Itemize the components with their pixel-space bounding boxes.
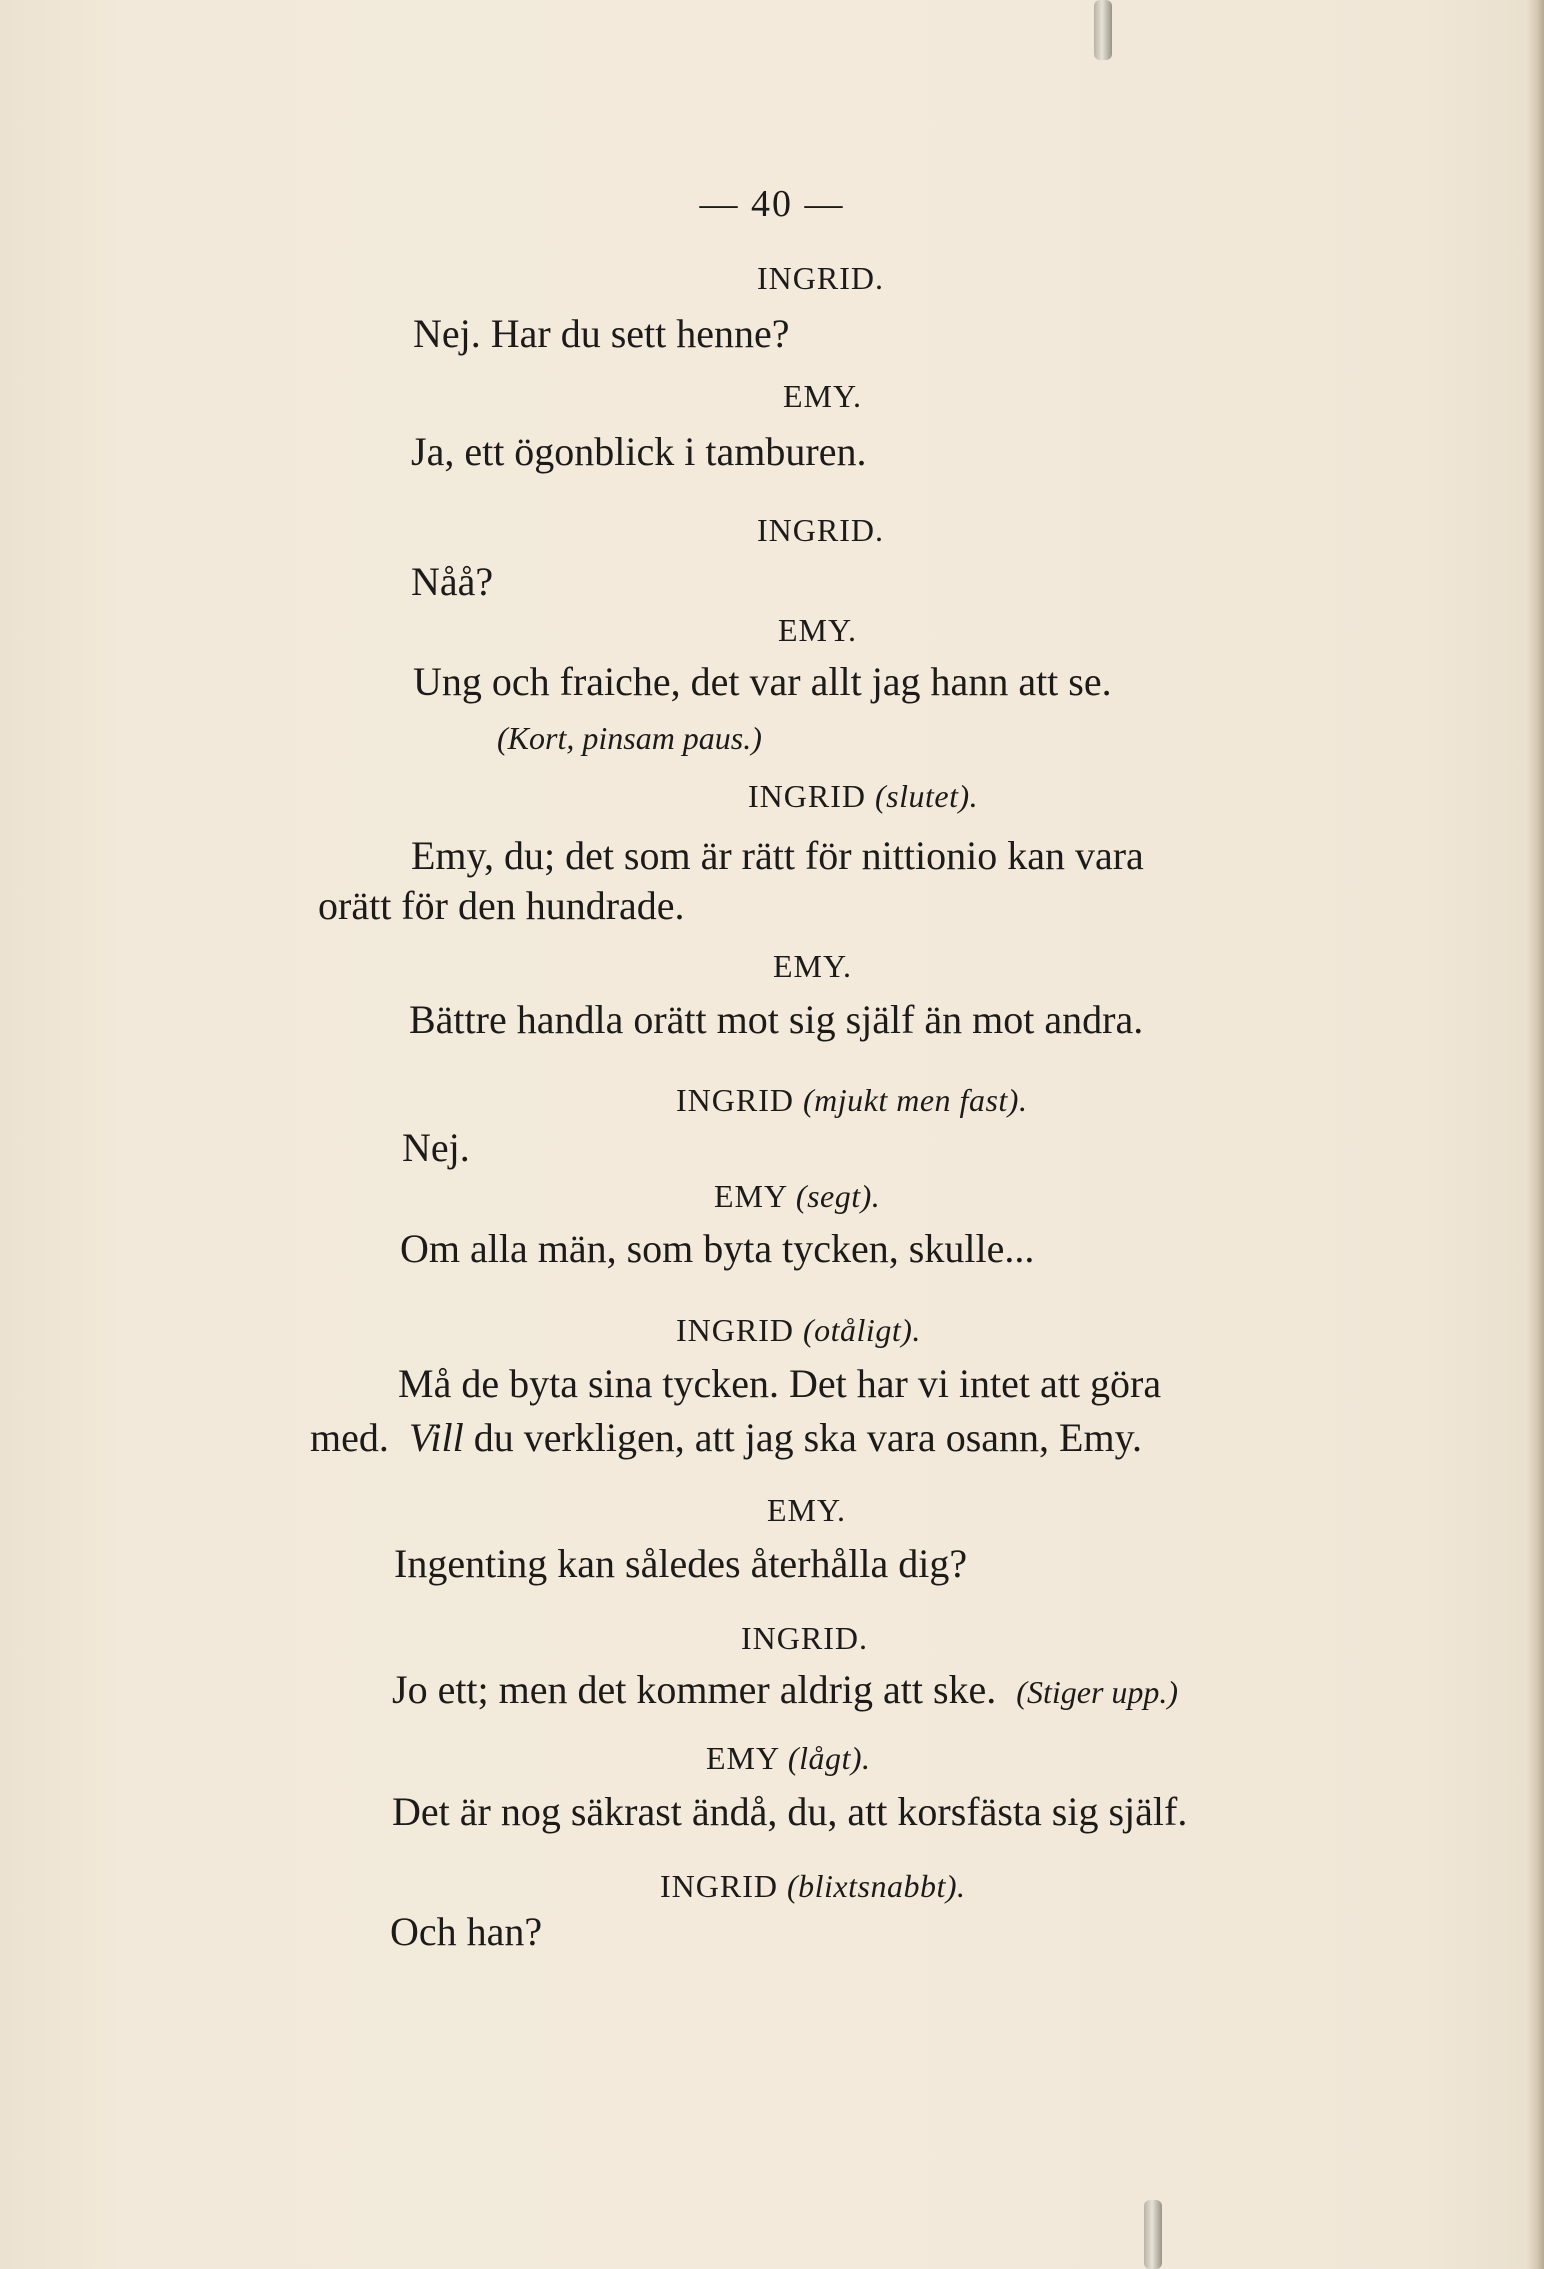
dialogue-line: orätt för den hundrade. [318,883,685,928]
speaker-emy-4: EMY (segt). [714,1178,881,1214]
dialogue-line: Nåå? [411,559,494,604]
speaker-emy-2: EMY. [778,612,857,648]
dialogue-line: Ingenting kan således återhålla dig? [394,1541,968,1586]
speaker-emy-6: EMY (lågt). [706,1740,871,1776]
speaker-direction: (mjukt men fast). [802,1082,1028,1118]
speaker-ingrid-2: INGRID. [757,512,884,548]
speaker-ingrid-1: INGRID. [757,260,884,296]
stage-direction: (Kort, pinsam paus.) [497,720,762,756]
dialogue-line: Må de byta sina tycken. Det har vi intet att göra [398,1361,1162,1406]
speaker-emy-1: EMY. [783,378,862,414]
dialogue-line: med. Vill du verkligen, att jag ska vara osann, Emy. [310,1415,1143,1460]
dialogue-line: Nej. Har du sett henne? [413,311,790,356]
speaker-ingrid-7: INGRID (blixtsnabbt). [660,1868,966,1904]
page-edge-shadow [1526,0,1544,2269]
speaker-direction: (otåligt). [802,1312,921,1348]
speaker-ingrid-5: INGRID (otåligt). [676,1312,921,1348]
dialogue-line: Ung och fraiche, det var allt jag hann att se. [413,659,1112,704]
inline-stage-direction: (Stiger upp.) [1016,1674,1179,1710]
dialogue-line: Jo ett; men det kommer aldrig att ske. (Stiger upp.) [392,1667,1179,1712]
dialogue-line: Och han? [390,1909,543,1954]
speaker-emy-3: EMY. [773,948,852,984]
dialogue-line: Bättre handla orätt mot sig själf än mot andra. [409,997,1144,1042]
speaker-emy-5: EMY. [767,1492,846,1528]
top-binding-staple [1094,0,1112,60]
speaker-ingrid-4: INGRID (mjukt men fast). [676,1082,1028,1118]
dialogue-line: Ja, ett ögonblick i tamburen. [411,429,867,474]
page-number: — 40 — [699,183,845,225]
speaker-direction: (blixtsnabbt). [786,1868,966,1904]
dialogue-line: Nej. [402,1125,470,1170]
speaker-ingrid-3: INGRID (slutet). [748,778,979,814]
speaker-direction: (lågt). [787,1740,871,1776]
dialogue-line: Det är nog säkrast ändå, du, att korsfästa sig själf. [392,1789,1188,1834]
speaker-ingrid-6: INGRID. [741,1620,868,1656]
speaker-direction: (slutet). [874,778,979,814]
dialogue-line: Om alla män, som byta tycken, skulle... [400,1226,1035,1271]
speaker-direction: (segt). [795,1178,881,1214]
dialogue-line: Emy, du; det som är rätt för nittionio kan vara [411,833,1144,878]
bottom-binding-staple [1144,2200,1162,2269]
